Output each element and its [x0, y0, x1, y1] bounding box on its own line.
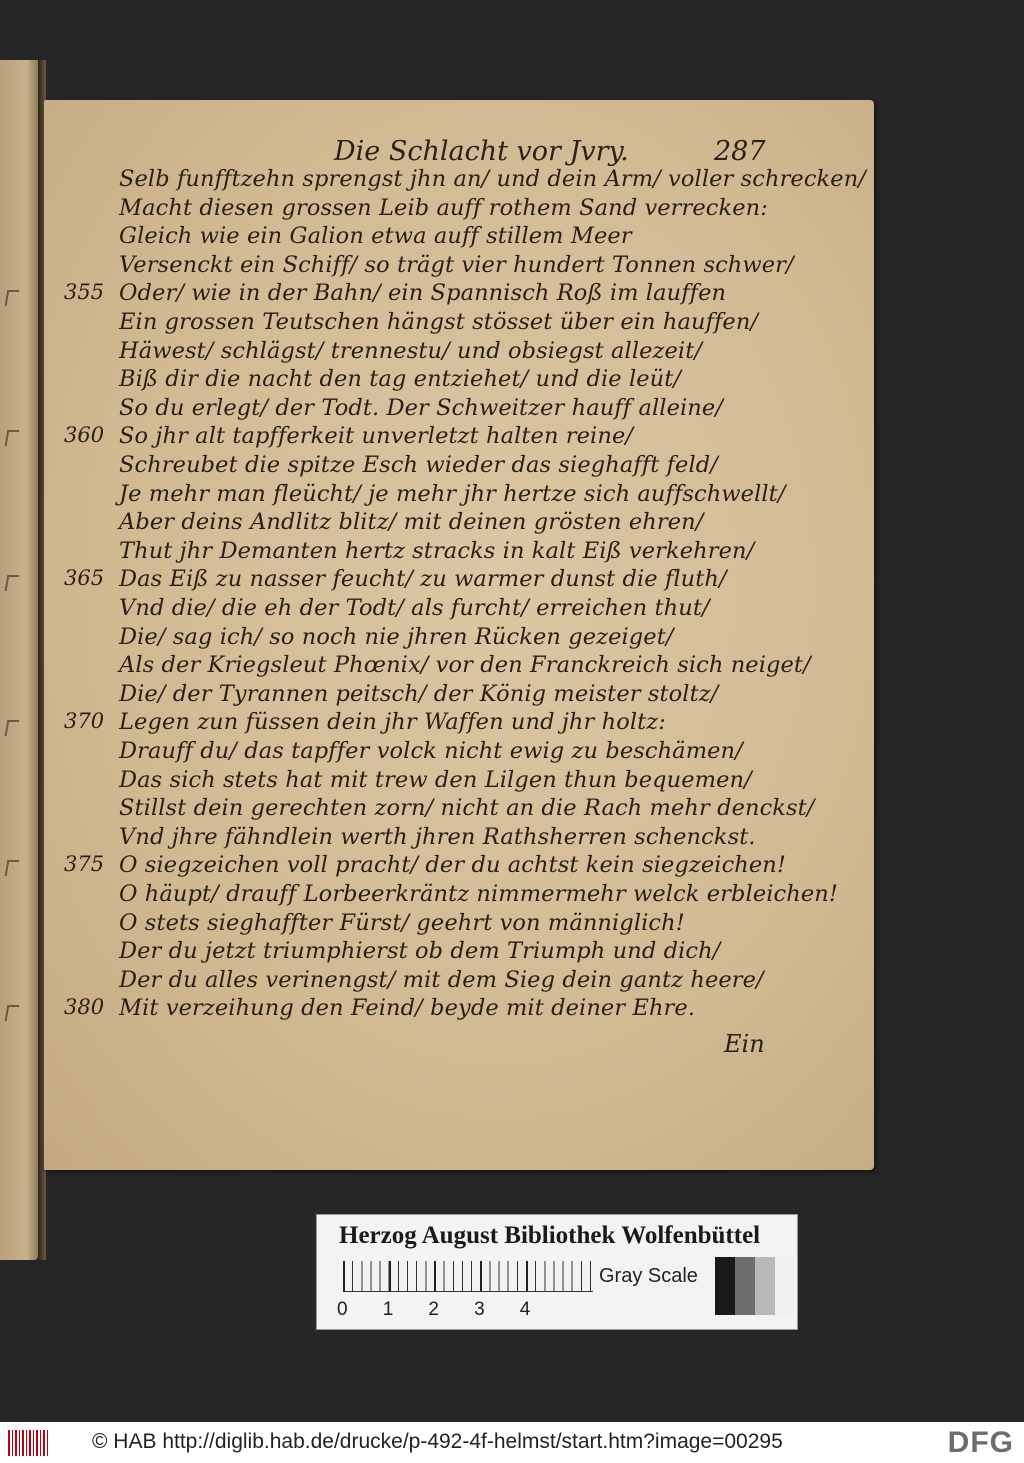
verse-line: Das sich stets hat mit trew den Lilgen thun bequemen/: [119, 766, 752, 793]
verse-line: Macht diesen grossen Leib auff rothem Sand verrecken:: [119, 194, 768, 221]
verse-line: Die/ sag ich/ so noch nie jhren Rücken gezeiget/: [119, 623, 674, 650]
verse-line: O siegzeichen voll pracht/ der du achtst kein siegzeichen!: [119, 852, 787, 879]
scale-ruler: [343, 1261, 593, 1292]
verse-line: Versenckt ein Schiff/ so trägt vier hundert Tonnen schwer/: [119, 251, 794, 278]
verse-line: Die/ der Tyrannen peitsch/ der König meister stoltz/: [119, 680, 719, 707]
ruler-major-tick: [526, 1261, 528, 1291]
verse-line: Gleich wie ein Galion etwa auff stillem Meer: [119, 223, 632, 250]
library-name: Herzog August Bibliothek Wolfenbüttel: [339, 1222, 761, 1249]
verse-line: So jhr alt tapfferkeit unverletzt halten reine/: [119, 423, 634, 450]
verse-line: Vnd die/ die eh der Todt/ als furcht/ erreichen thut/: [119, 595, 710, 621]
verse-line: So du erlegt/ der Todt. Der Schweitzer hauff alleine/: [119, 394, 723, 421]
verse-line: Vnd jhre fähndlein werth jhren Rathsherren schenckst.: [119, 823, 756, 850]
gray-swatches: [715, 1257, 795, 1315]
verse-line: Drauff du/ das tapffer volck nicht ewig zu beschämen/: [119, 738, 743, 764]
edge-mark: [5, 290, 20, 306]
dfg-logo: DFG: [947, 1426, 1014, 1459]
scale-number: 0: [337, 1299, 348, 1320]
verse-line: Ein grossen Teutschen hängst stösset über ein hauffen/: [119, 309, 759, 335]
color-target: [316, 1214, 798, 1330]
scale-number: 4: [519, 1299, 531, 1320]
gray-swatch: [755, 1257, 775, 1315]
verse-line: Selb funfftzehn sprengst jhn an/ und dein Arm/ voller schrecken/: [119, 166, 866, 192]
barcode-icon: [8, 1430, 48, 1456]
scale-number: 3: [474, 1299, 485, 1320]
page-number: 287: [714, 136, 766, 167]
ruler-major-tick: [480, 1261, 482, 1291]
verse-line: Der du alles verinengst/ mit dem Sieg dein gantz heere/: [119, 966, 764, 993]
verse-line: Je mehr man fleücht/ je mehr jhr hertze sich auffschwellt/: [119, 480, 786, 507]
verse-line: Aber deins Andlitz blitz/ mit deinen grösten ehren/: [119, 509, 704, 536]
running-head-title: Die Schlacht vor Jvry.: [334, 136, 629, 167]
ruler-major-tick: [343, 1261, 345, 1291]
copyright-link[interactable]: © HAB http://diglib.hab.de/drucke/p-492-4f-helmst/start.htm?image=00295: [92, 1430, 783, 1453]
edge-mark: [5, 860, 20, 876]
edge-mark: [5, 575, 20, 591]
gray-swatch: [775, 1257, 795, 1315]
catchword: Ein: [724, 1030, 765, 1058]
verse-line: O häupt/ drauff Lorbeerkräntz nimmermehr welck erbleichen!: [119, 881, 838, 907]
verse-line: Schreubet die spitze Esch wieder das sieghafft feld/: [119, 452, 718, 478]
footer-bar: [0, 1422, 1024, 1463]
verse-line: Legen zun füssen dein jhr Waffen und jhr holtz:: [119, 709, 666, 736]
verse-line: Der du jetzt triumphierst ob dem Triumph und dich/: [119, 938, 721, 965]
line-number: 375: [64, 852, 105, 877]
line-number: 380: [64, 995, 105, 1020]
line-number: 360: [64, 423, 105, 448]
scale-number: 2: [428, 1299, 439, 1320]
ruler-major-tick: [389, 1261, 391, 1291]
edge-mark: [5, 720, 20, 736]
line-number: 355: [64, 280, 105, 305]
gray-scale-label: Gray Scale: [599, 1265, 698, 1287]
verse-line: Stillst dein gerechten zorn/ nicht an die Rach mehr denckst/: [119, 795, 815, 822]
gray-swatch: [735, 1257, 755, 1315]
book-page: [44, 100, 874, 1170]
verse-line: Das Eiß zu nasser feucht/ zu warmer dunst die fluth/: [119, 566, 727, 593]
edge-mark: [5, 1005, 20, 1021]
verse-line: Mit verzeihung den Feind/ beyde mit deiner Ehre.: [119, 995, 696, 1022]
ruler-major-tick: [434, 1261, 436, 1291]
facing-page-edge: [0, 60, 38, 1260]
edge-mark: [5, 430, 20, 446]
verse-line: Häwest/ schlägst/ trennestu/ und obsiegst allezeit/: [119, 337, 703, 364]
verse-line: Biß dir die nacht den tag entziehet/ und die leüt/: [119, 366, 682, 393]
verse-line: Thut jhr Demanten hertz stracks in kalt Eiß verkehren/: [119, 537, 755, 564]
scale-number: 1: [382, 1299, 394, 1320]
verse-line: O stets sieghaffter Fürst/ geehrt von männiglich!: [119, 909, 685, 936]
line-number: 370: [64, 709, 105, 734]
verse-line: Oder/ wie in der Bahn/ ein Spannisch Roß im lauffen: [119, 280, 727, 307]
line-number: 365: [64, 566, 105, 591]
gray-swatch: [715, 1257, 735, 1315]
verse-line: Als der Kriegsleut Phœnix/ vor den Franckreich sich neiget/: [119, 652, 811, 679]
